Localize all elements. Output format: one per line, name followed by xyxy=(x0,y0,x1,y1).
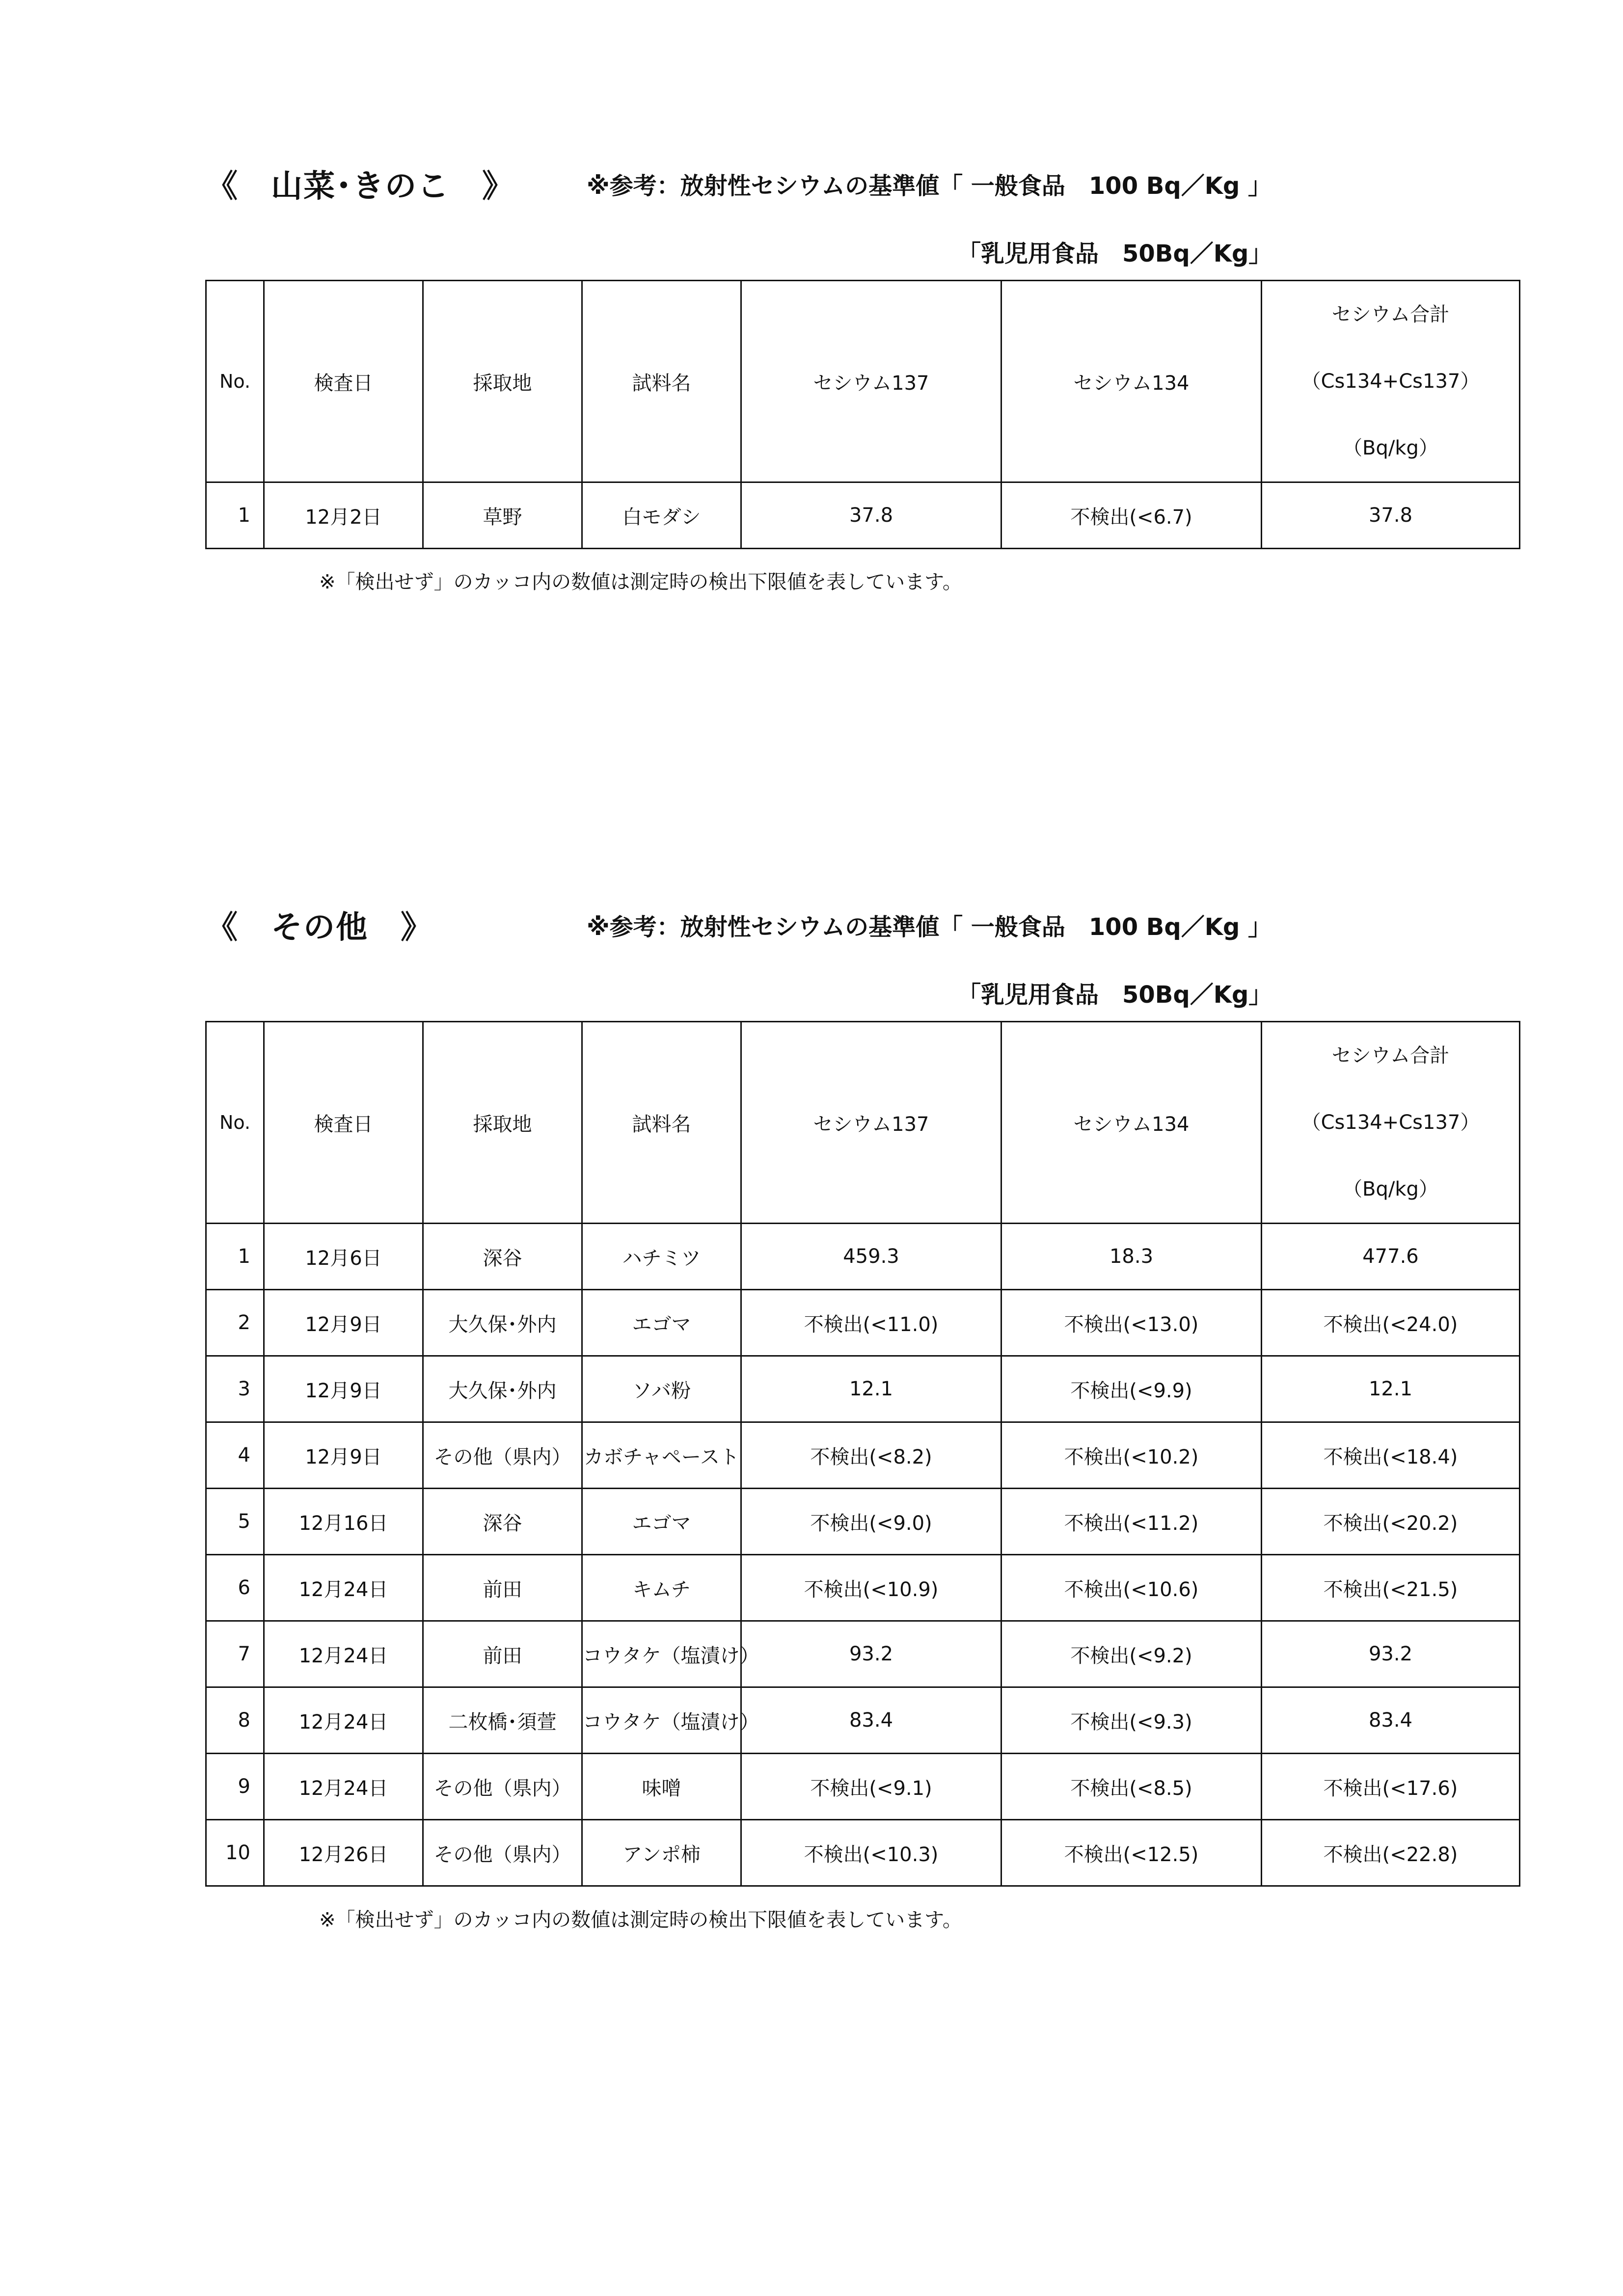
cell-total: 83.4 xyxy=(1262,1687,1520,1754)
table-header-row xyxy=(206,1022,1520,1224)
table-row xyxy=(206,482,1520,549)
cell-total: 477.6 xyxy=(1262,1224,1520,1290)
cell-total: 不検出(<17.6) xyxy=(1262,1754,1520,1820)
header-total-line3: （Bq/kg） xyxy=(1343,437,1438,459)
table-row xyxy=(206,1290,1520,1356)
cell-no: 3 xyxy=(206,1356,264,1422)
cell-total: 93.2 xyxy=(1262,1621,1520,1687)
header-sample: 試料名 xyxy=(582,281,741,482)
cell-cs134: 不検出(<6.7) xyxy=(1001,482,1262,549)
cell-sample: カボチャペースト xyxy=(582,1422,741,1489)
cell-cs137: 12.1 xyxy=(741,1356,1001,1422)
cell-total: 37.8 xyxy=(1262,482,1520,549)
cell-location: 深谷 xyxy=(423,1224,582,1290)
table-row xyxy=(206,1687,1520,1754)
table-row xyxy=(206,1621,1520,1687)
cell-total: 不検出(<18.4) xyxy=(1262,1422,1520,1489)
reference-infant-food: 「乳児用食品 50Bq／Kg」 xyxy=(957,981,1272,1009)
cell-no: 5 xyxy=(206,1489,264,1555)
cell-cs137: 不検出(<10.3) xyxy=(741,1820,1001,1886)
cell-sample: ソバ粉 xyxy=(582,1356,741,1422)
section-title: 《 山菜･きのこ 》 xyxy=(206,168,514,205)
header-cs137: セシウム137 xyxy=(741,1022,1001,1224)
cell-no: 1 xyxy=(206,1224,264,1290)
cell-cs137: 459.3 xyxy=(741,1224,1001,1290)
header-total-line2: （Cs134+Cs137） xyxy=(1301,370,1480,393)
cell-total: 不検出(<22.8) xyxy=(1262,1820,1520,1886)
cell-cs137: 不検出(<8.2) xyxy=(741,1422,1001,1489)
reference-general-food: ※参考：放射性セシウムの基準値「 一般食品 100 Bq／Kg 」 xyxy=(587,172,1272,200)
header-cs134: セシウム134 xyxy=(1001,1022,1262,1224)
cell-cs137: 不検出(<10.9) xyxy=(741,1555,1001,1621)
cell-cs134: 不検出(<9.2) xyxy=(1001,1621,1262,1687)
cell-cs134: 不検出(<13.0) xyxy=(1001,1290,1262,1356)
cell-date: 12月16日 xyxy=(264,1489,423,1555)
cell-no: 8 xyxy=(206,1687,264,1754)
header-cs137: セシウム137 xyxy=(741,281,1001,482)
cell-location: 二枚橋･須萱 xyxy=(423,1687,582,1754)
cell-sample: エゴマ xyxy=(582,1489,741,1555)
header-total-line1: セシウム合計 xyxy=(1331,1044,1450,1067)
cell-location: その他（県内） xyxy=(423,1422,582,1489)
cell-location: その他（県内） xyxy=(423,1754,582,1820)
cell-date: 12月9日 xyxy=(264,1290,423,1356)
cell-location: 草野 xyxy=(423,482,582,549)
results-table xyxy=(205,280,1520,549)
reference-general-food: ※参考：放射性セシウムの基準値「 一般食品 100 Bq／Kg 」 xyxy=(587,913,1272,941)
cell-no: 7 xyxy=(206,1621,264,1687)
cell-location: 大久保･外内 xyxy=(423,1356,582,1422)
cell-cs137: 37.8 xyxy=(741,482,1001,549)
cell-no: 4 xyxy=(206,1422,264,1489)
header-no: No. xyxy=(206,1022,264,1224)
cell-location: 前田 xyxy=(423,1621,582,1687)
cell-sample: 白モダシ xyxy=(582,482,741,549)
cell-sample: コウタケ（塩漬け） xyxy=(582,1687,741,1754)
table-row xyxy=(206,1224,1520,1290)
cell-date: 12月24日 xyxy=(264,1687,423,1754)
cell-date: 12月2日 xyxy=(264,482,423,549)
cell-date: 12月24日 xyxy=(264,1555,423,1621)
cell-cs137: 83.4 xyxy=(741,1687,1001,1754)
reference-infant-food: 「乳児用食品 50Bq／Kg」 xyxy=(957,240,1272,267)
cell-location: 前田 xyxy=(423,1555,582,1621)
cell-cs134: 不検出(<8.5) xyxy=(1001,1754,1262,1820)
cell-cs134: 18.3 xyxy=(1001,1224,1262,1290)
cell-cs134: 不検出(<9.3) xyxy=(1001,1687,1262,1754)
cell-date: 12月6日 xyxy=(264,1224,423,1290)
header-total-line2: （Cs134+Cs137） xyxy=(1301,1111,1480,1134)
cell-cs134: 不検出(<11.2) xyxy=(1001,1489,1262,1555)
footnote: ※「検出せず」のカッコ内の数値は測定時の検出下限値を表しています。 xyxy=(319,571,962,593)
header-cs134: セシウム134 xyxy=(1001,281,1262,482)
header-no: No. xyxy=(206,281,264,482)
cell-total: 不検出(<21.5) xyxy=(1262,1555,1520,1621)
cell-sample: キムチ xyxy=(582,1555,741,1621)
cell-cs134: 不検出(<10.2) xyxy=(1001,1422,1262,1489)
cell-total: 不検出(<20.2) xyxy=(1262,1489,1520,1555)
cell-sample: エゴマ xyxy=(582,1290,741,1356)
cell-no: 9 xyxy=(206,1754,264,1820)
header-location: 採取地 xyxy=(423,1022,582,1224)
cell-location: 深谷 xyxy=(423,1489,582,1555)
header-total-line1: セシウム合計 xyxy=(1331,303,1450,326)
cell-no: 2 xyxy=(206,1290,264,1356)
results-table xyxy=(205,1021,1520,1887)
cell-sample: コウタケ（塩漬け） xyxy=(582,1621,741,1687)
cell-date: 12月24日 xyxy=(264,1754,423,1820)
cell-location: 大久保･外内 xyxy=(423,1290,582,1356)
cell-cs137: 不検出(<9.0) xyxy=(741,1489,1001,1555)
table-row xyxy=(206,1422,1520,1489)
table-row xyxy=(206,1820,1520,1886)
header-date: 検査日 xyxy=(264,281,423,482)
table-header-row xyxy=(206,281,1520,482)
section-title: 《 その他 》 xyxy=(206,909,433,946)
cell-date: 12月24日 xyxy=(264,1621,423,1687)
table-row xyxy=(206,1356,1520,1422)
cell-cs137: 不検出(<11.0) xyxy=(741,1290,1001,1356)
cell-cs137: 不検出(<9.1) xyxy=(741,1754,1001,1820)
cell-date: 12月26日 xyxy=(264,1820,423,1886)
cell-cs134: 不検出(<9.9) xyxy=(1001,1356,1262,1422)
header-location: 採取地 xyxy=(423,281,582,482)
cell-sample: アンポ柿 xyxy=(582,1820,741,1886)
cell-cs137: 93.2 xyxy=(741,1621,1001,1687)
header-total xyxy=(1262,281,1520,482)
cell-sample: 味噌 xyxy=(582,1754,741,1820)
cell-location: その他（県内） xyxy=(423,1820,582,1886)
cell-cs134: 不検出(<12.5) xyxy=(1001,1820,1262,1886)
cell-date: 12月9日 xyxy=(264,1422,423,1489)
cell-total: 12.1 xyxy=(1262,1356,1520,1422)
cell-sample: ハチミツ xyxy=(582,1224,741,1290)
cell-cs134: 不検出(<10.6) xyxy=(1001,1555,1262,1621)
header-total xyxy=(1262,1022,1520,1224)
table-row xyxy=(206,1754,1520,1820)
table-row xyxy=(206,1489,1520,1555)
header-sample: 試料名 xyxy=(582,1022,741,1224)
cell-no: 1 xyxy=(206,482,264,549)
header-total-line3: （Bq/kg） xyxy=(1343,1178,1438,1201)
cell-no: 6 xyxy=(206,1555,264,1621)
cell-total: 不検出(<24.0) xyxy=(1262,1290,1520,1356)
cell-date: 12月9日 xyxy=(264,1356,423,1422)
header-date: 検査日 xyxy=(264,1022,423,1224)
table-row xyxy=(206,1555,1520,1621)
cell-no: 10 xyxy=(206,1820,264,1886)
footnote: ※「検出せず」のカッコ内の数値は測定時の検出下限値を表しています。 xyxy=(319,1909,962,1931)
